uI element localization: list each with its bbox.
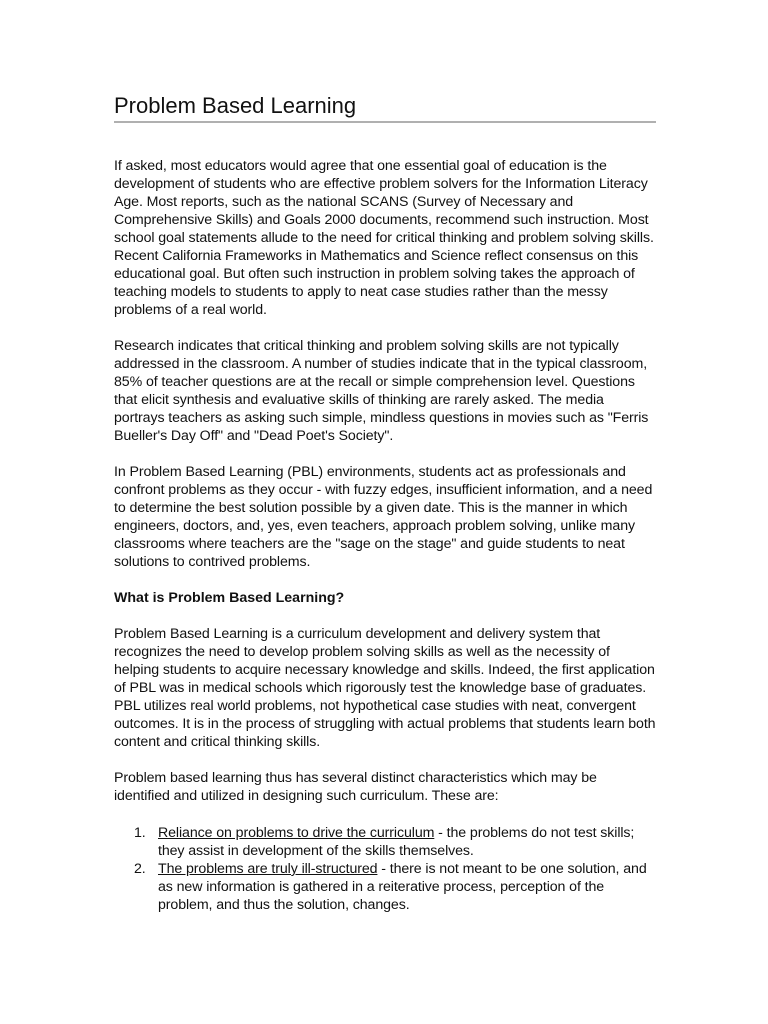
list-item [114, 824, 656, 860]
intro-paragraph-2: Research indicates that critical thinking and problem solving skills are not typically addressed in the classroom. A number of studies indicate that in the typical classroom, 85% of teacher questions are at the recall or simple comprehension level. Questions that elicit synthesis and evaluative skills of thinking are rarely asked. The media portrays teachers as asking such simple, mindless questions in movies such as "Ferris Bueller's Day Off" and "Dead Poet's Society". [114, 338, 649, 444]
intro-paragraph-3: In Problem Based Learning (PBL) environments, students act as professionals and confront problems as they occur - with fuzzy edges, insufficient information, and a need to determine the best solution possible by a given date. This is the manner in which engineers, doctors, and, yes, even teachers, approach problem solving, unlike many classrooms where teachers are the "sage on the stage" and guide students to neat solutions to contrived problems. [114, 464, 653, 570]
list-item [114, 860, 656, 914]
section-heading: What is Problem Based Learning? [114, 590, 345, 606]
list-item-number: 2. [134, 861, 146, 877]
document-page [114, 92, 656, 914]
page-title: Problem Based Learning [114, 93, 357, 118]
intro-paragraph-1: If asked, most educators would agree that one essential goal of education is the development of students who are effective problem solvers for the Information Literacy Age. Most reports, such as the national SCANS (Survey of Necessary and Comprehensive Skills) and Goals 2000 documents, recommend such instruction. Most school goal statements allude to the need for critical thinking and problem solving skills. Recent California Frameworks in Mathematics and Science reflect consensus on this educational goal. But often such instruction in problem solving takes the approach of teaching models to students to apply to neat case studies rather than the messy problems of a real world. [114, 158, 654, 318]
list-item-term: The problems are truly ill-structured [158, 861, 378, 877]
list-item-number: 1. [134, 825, 146, 841]
characteristics-list [114, 824, 656, 914]
section-paragraph-1: Problem Based Learning is a curriculum development and delivery system that recognizes the need to develop problem solving skills as well as the necessity of helping students to acquire necessary knowledge and skills. Indeed, the first application of PBL was in medical schools which rigorously test the knowledge base of graduates. PBL utilizes real world problems, not hypothetical case studies with neat, convergent outcomes. It is in the process of struggling with actual problems that students learn both content and critical thinking skills. [114, 626, 656, 750]
list-item-term: Reliance on problems to drive the curriculum [158, 825, 435, 841]
list-item-description: - the problems do not test skills; they assist in development of the skills themselves. [158, 825, 635, 859]
title-underline-rule [114, 121, 656, 123]
list-item-description: - there is not meant to be one solution, and as new information is gathered in a reiterative process, perception of the problem, and thus the solution, changes. [158, 861, 647, 913]
section-paragraph-2: Problem based learning thus has several distinct characteristics which may be identified and utilized in designing such curriculum. These are: [114, 770, 597, 804]
